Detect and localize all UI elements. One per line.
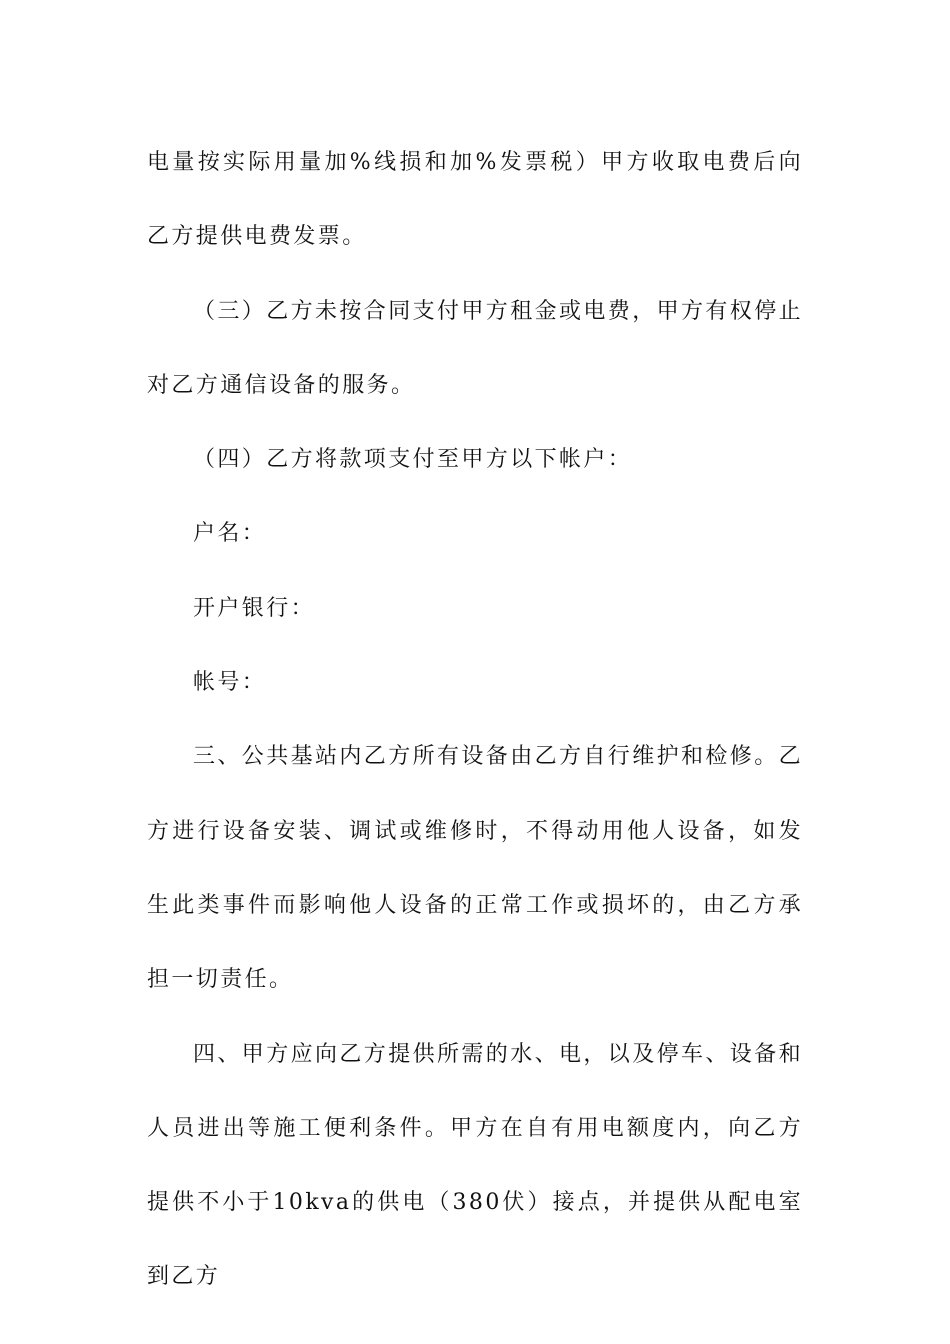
paragraph-electricity-invoice: 电量按实际用量加%线损和加%发票税）甲方收取电费后向乙方提供电费发票。 — [147, 150, 803, 250]
bank-name-label: 开户银行： — [193, 595, 316, 621]
document-body — [147, 126, 803, 1315]
paragraph-section-4-facilities: 四、甲方应向乙方提供所需的水、电，以及停车、设备和人员进出等施工便利条件。甲方在自有用电额度内，向乙方提供不小于10kva的供电（380伏）接点，并提供从配电室到乙方 — [147, 1041, 804, 1290]
account-number-label: 帐号： — [193, 670, 267, 696]
account-name-label: 户名： — [193, 521, 267, 547]
paragraph-clause-3-suspension: （三）乙方未按合同支付甲方租金或电费，甲方有权停止对乙方通信设备的服务。 — [147, 298, 804, 398]
paragraph-clause-4-payment-account: （四）乙方将款项支付至甲方以下帐户： — [193, 447, 633, 473]
paragraph-section-3-maintenance: 三、公共基站内乙方所有设备由乙方自行维护和检修。乙方进行设备安装、调试或维修时，不得动用他人设备，如发生此类事件而影响他人设备的正常工作或损坏的，由乙方承担一切责任。 — [147, 744, 804, 993]
